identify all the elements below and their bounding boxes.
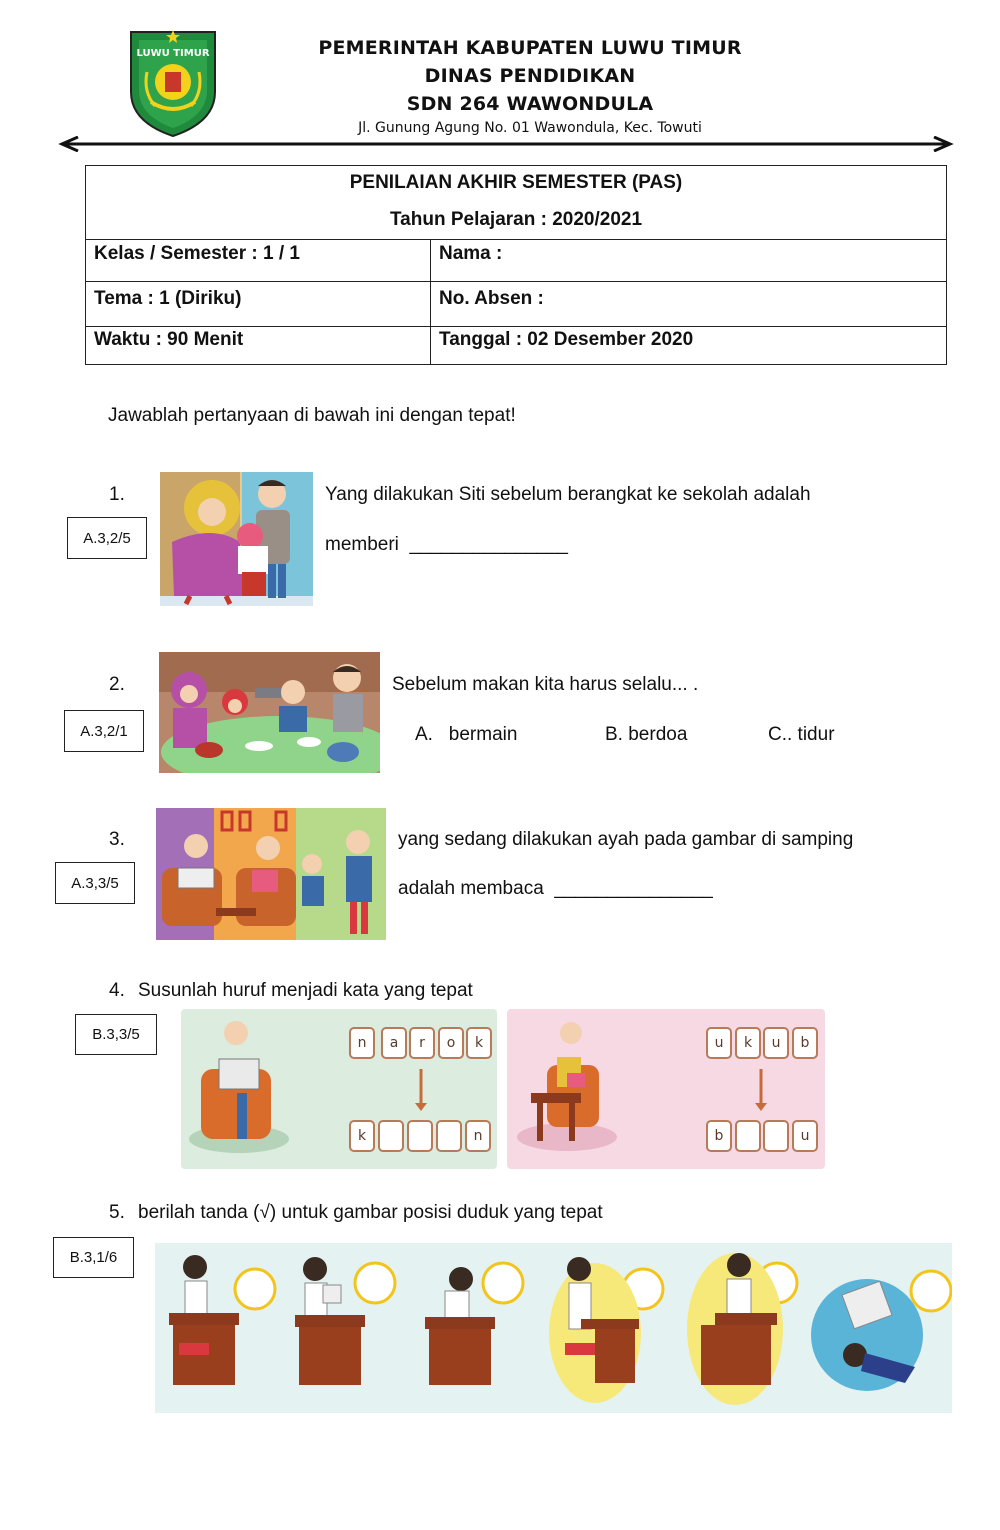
puzzle-2-scrambled-letter: k [735,1027,761,1059]
puzzle-1-scrambled-letter: r [409,1027,435,1059]
question-3-answer-line[interactable]: adalah membaca _______________ [398,878,713,899]
header-department: DINAS PENDIDIKAN [424,65,636,87]
puzzle-2-scrambled-letter: b [792,1027,818,1059]
puzzle-2-answer-box[interactable]: b [706,1120,732,1152]
question-5-code: B.3,1/6 [53,1237,134,1278]
attendance-number-field[interactable]: No. Absen : [431,282,947,327]
question-2-code: A.3,2/1 [64,710,144,752]
question-3-code: A.3,3/5 [55,862,135,904]
puzzle-1-answer-box[interactable]: k [349,1120,375,1152]
question-3-number: 3. [109,829,125,850]
question-1-answer-line[interactable]: memberi _______________ [325,534,568,555]
posture-option-6 [811,1271,951,1391]
instruction: Jawablah pertanyaan di bawah ini dengan tepat! [108,405,516,426]
question-1-code: A.3,2/5 [67,517,147,559]
district-logo [125,22,221,138]
theme: Tema : 1 (Diriku) [86,282,431,327]
question-4-code: B.3,3/5 [75,1014,157,1055]
puzzle-1-scrambled-letter: k [466,1027,492,1059]
puzzle-2-scrambled-letter: u [763,1027,789,1059]
sitting-posture-options [155,1243,952,1413]
puzzle-2-scrambled-letter: u [706,1027,732,1059]
class-semester: Kelas / Semester : 1 / 1 [86,240,431,282]
family-living-room-illustration [156,808,386,940]
duration: Waktu : 90 Menit [86,327,431,365]
svg-text:LUWU TIMUR: LUWU TIMUR [136,48,210,59]
question-3-text: yang sedang dilakukan ayah pada gambar di samping [398,829,854,850]
mother-child-illustration [160,472,313,606]
question-4-text: Susunlah huruf menjadi kata yang tepat [138,980,473,1001]
name-field[interactable]: Nama : [431,240,947,282]
puzzle-1-answer-box[interactable] [436,1120,462,1152]
option-c[interactable]: C.. tidur [768,724,835,745]
header-divider [58,136,954,152]
header-address: Jl. Gunung Agung No. 01 Wawondula, Kec. Towuti [358,120,702,136]
posture-option-3 [425,1263,523,1385]
puzzle-1-scrambled-letter: a [381,1027,407,1059]
option-b[interactable]: B. berdoa [605,724,688,745]
exam-date: Tanggal : 02 Desember 2020 [431,327,947,365]
posture-option-4 [549,1257,663,1403]
posture-option-5 [687,1253,797,1405]
question-4-number: 4. [109,980,125,1001]
puzzle-2-answer-box[interactable] [763,1120,789,1152]
school-year: Tahun Pelajaran : 2020/2021 [389,209,643,230]
option-a[interactable]: A. bermain [415,724,518,745]
puzzle-1-scrambled-letter: o [438,1027,464,1059]
family-praying-before-meal-illustration [159,652,380,773]
posture-option-2 [295,1257,395,1385]
puzzle-2-answer-box[interactable]: u [792,1120,818,1152]
puzzle-1-scrambled-letter: n [349,1027,375,1059]
exam-info-table [85,165,947,365]
puzzle-1-answer-box[interactable] [378,1120,404,1152]
question-2-text: Sebelum makan kita harus selalu... . [392,674,699,695]
puzzle-1-answer-box[interactable]: n [465,1120,491,1152]
header-government: PEMERINTAH KABUPATEN LUWU TIMUR [318,37,742,59]
question-1-number: 1. [109,484,125,505]
posture-option-1 [169,1255,275,1385]
puzzle-2-answer-box[interactable] [735,1120,761,1152]
header-school: SDN 264 WAWONDULA [406,93,654,115]
question-5-number: 5. [109,1202,125,1223]
question-5-text: berilah tanda (√) untuk gambar posisi duduk yang tepat [138,1202,603,1223]
puzzle-1-answer-box[interactable] [407,1120,433,1152]
exam-title: PENILAIAN AKHIR SEMESTER (PAS) [349,172,683,193]
question-2-number: 2. [109,674,125,695]
question-1-text: Yang dilakukan Siti sebelum berangkat ke sekolah adalah [325,484,811,505]
